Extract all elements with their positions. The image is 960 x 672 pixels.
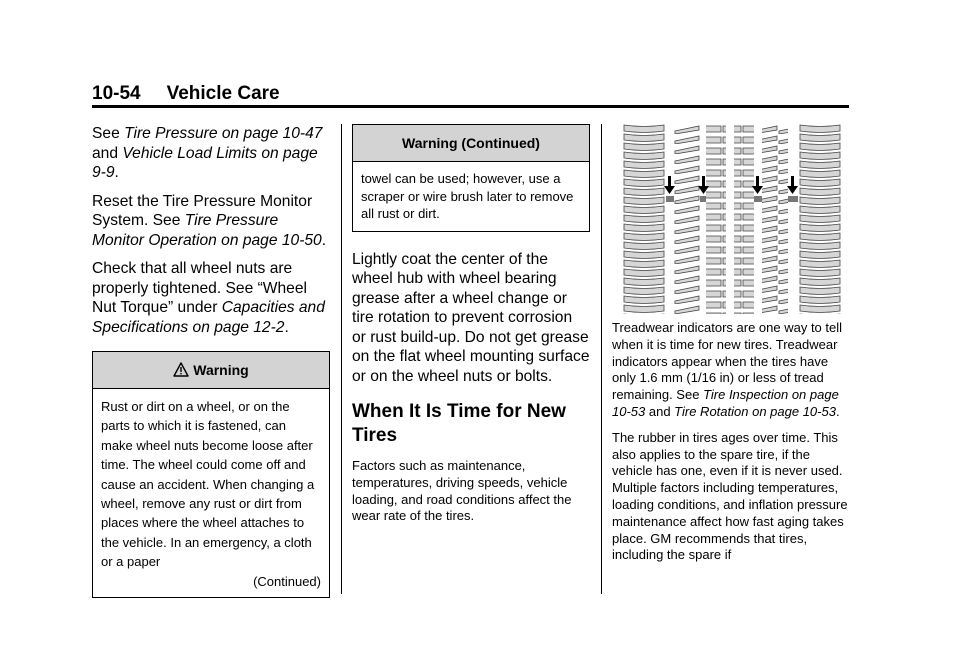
warning-triangle-icon (173, 354, 189, 390)
paragraph-check-wheel-nuts: Check that all wheel nuts are properly tightened. See “Wheel Nut Torque” under Capacities and Specifications on page 12-2. (92, 260, 325, 336)
column-3 (612, 124, 852, 573)
warning-continued-body: towel can be used; however, use a scraper or wire brush later to remove all rust or dirt. (361, 171, 574, 221)
paragraph-wear-factors: Factors such as maintenance, temperatures, driving speeds, vehicle loading, and road conditions affect the wear rate of the tires. (352, 458, 572, 524)
warning-body: Rust or dirt on a wheel, or on the parts to which it is fastened, can make wheel nuts become loose after time. The wheel could come off and cause an accident. When changing a wheel, remove any rust or dirt from places where the wheel attaches to the vehicle. In an emergency, a cloth or a paper (Continued) (93, 389, 329, 597)
warning-header (93, 352, 329, 389)
column-1 (92, 124, 330, 598)
warning-continued-box (352, 124, 590, 232)
column-divider-1 (341, 124, 342, 594)
section-heading-new-tires: When It Is Time for New Tires (352, 401, 566, 446)
continued-label: (Continued) (253, 573, 321, 589)
page-header (92, 83, 280, 105)
link-capacities-specifications[interactable]: Capacities and Specifications on page 12-2 (92, 299, 325, 336)
column-2 (352, 124, 590, 534)
warning-continued-header: Warning (Continued) (353, 125, 589, 162)
paragraph-rubber-aging: The rubber in tires ages over time. This also applies to the spare tire, if the vehicle has one, even if it is never used. Multiple factors including temperatures, loading conditions, and inflation pressure maintenance affect how fast aging takes place. GM recommends that tires, including the spare if (612, 429, 848, 563)
paragraph-see-tire-pressure: See Tire Pressure on page 10-47 and Vehicle Load Limits on page 9-9. (92, 125, 323, 181)
paragraph-treadwear-indicators: Treadwear indicators are one way to tell when it is time for new tires. Treadwear indicators appear when the tires have only 1.6 mm (1/16 in) or less of tread remaining. See Tire Inspection on page 10-53 and Tire Rotation on page 10-53. (612, 320, 843, 419)
paragraph-reset-tpms: Reset the Tire Pressure Monitor System. See Tire Pressure Monitor Operation on page 10-50. (92, 192, 327, 249)
page-number: 10-54 (92, 83, 141, 104)
warning-title: Warning (193, 362, 249, 378)
link-tire-inspection[interactable]: Tire Inspection on page 10-53 (612, 387, 839, 419)
link-tire-rotation[interactable]: Tire Rotation on page 10-53 (674, 403, 836, 419)
treadwear-indicator-illustration (622, 124, 852, 314)
paragraph-wheel-hub-grease: Lightly coat the center of the wheel hub with wheel bearing grease after a wheel change or tire rotation to prevent corrosion or rust build-up. Do not get grease on the flat wheel mounting surface or on the wheel nuts or bolts. (352, 250, 590, 385)
warning-box (92, 351, 330, 598)
link-tpms-operation[interactable]: Tire Pressure Monitor Operation on page 10-50 (92, 212, 322, 249)
link-vehicle-load-limits[interactable]: Vehicle Load Limits on page 9-9 (92, 144, 318, 181)
column-divider-2 (601, 124, 602, 594)
section-title: Vehicle Care (166, 83, 280, 104)
link-tire-pressure[interactable]: Tire Pressure on page 10-47 (124, 125, 323, 142)
header-rule (92, 105, 849, 108)
